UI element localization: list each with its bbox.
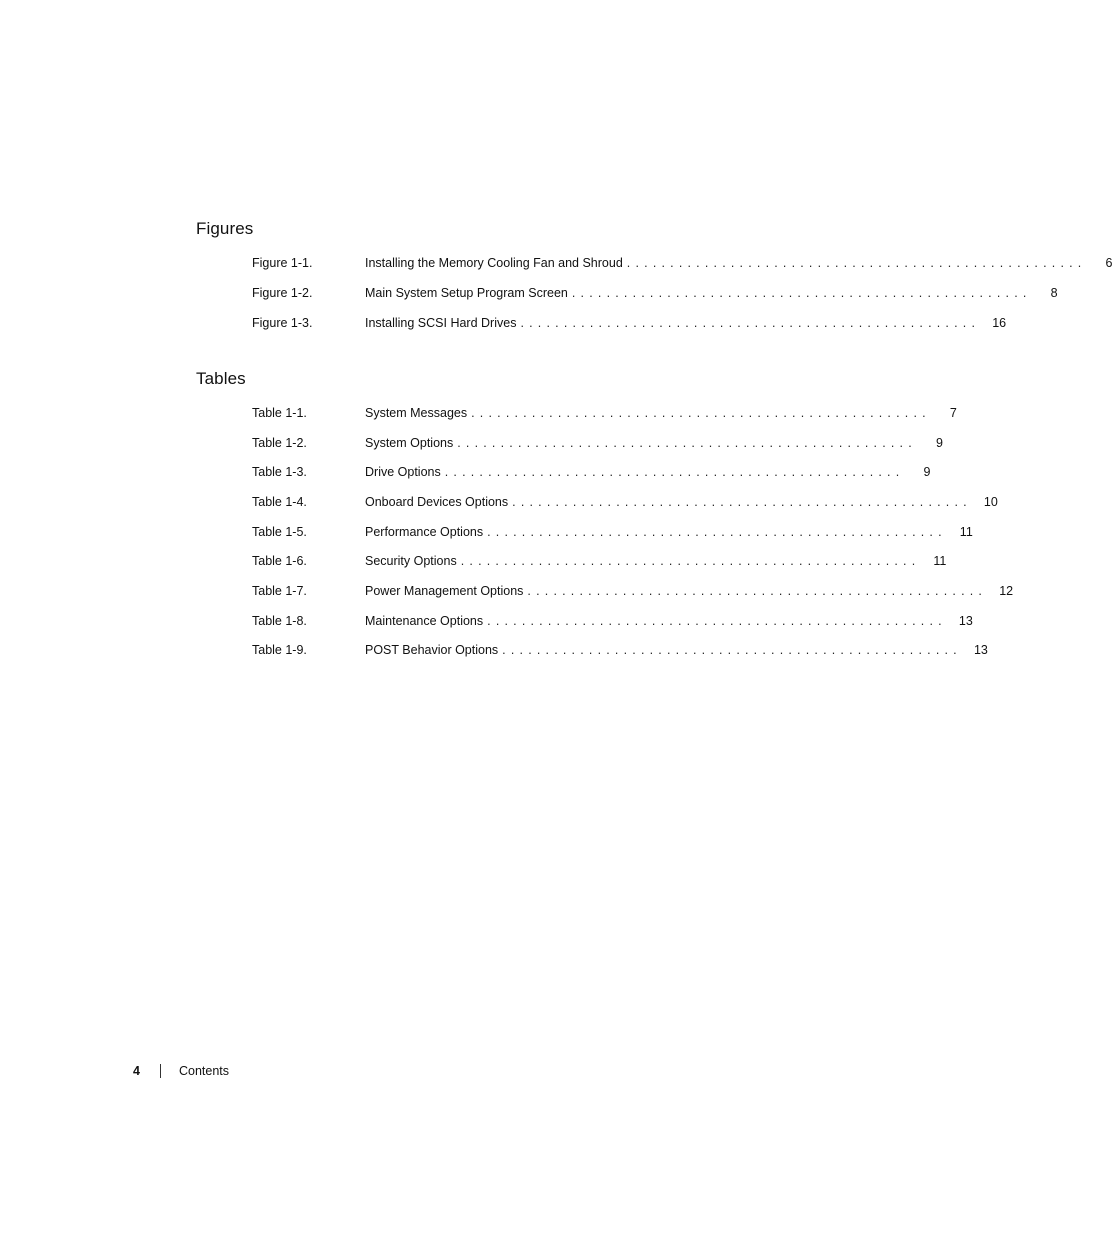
entry-page-number: 9	[923, 465, 931, 479]
figures-heading: Figures	[196, 219, 254, 238]
toc-entry-table-1-3[interactable]	[252, 463, 931, 481]
dot-leader: .....................................................	[471, 406, 931, 420]
toc-entry-figure-1-2[interactable]	[252, 284, 1058, 302]
dot-leader: .....................................................	[460, 554, 921, 568]
dot-leader: .....................................................	[444, 465, 905, 479]
entry-page-number: 7	[949, 406, 957, 420]
entry-title: Onboard Devices Options	[365, 493, 512, 511]
entry-page-number: 11	[959, 525, 973, 539]
toc-entry-table-1-5[interactable]	[252, 523, 973, 541]
entry-label: Table 1-2.	[252, 436, 307, 450]
footer-page-number: 4	[133, 1064, 140, 1078]
dot-leader: .....................................................	[512, 495, 972, 509]
toc-entry-table-1-4[interactable]	[252, 493, 998, 511]
entry-label: Table 1-3.	[252, 465, 307, 479]
entry-label: Table 1-1.	[252, 406, 307, 420]
toc-entry-table-1-9[interactable]	[252, 641, 988, 659]
dot-leader: .....................................................	[571, 286, 1032, 300]
entry-title: Installing SCSI Hard Drives	[365, 314, 520, 332]
entry-title: Drive Options	[365, 463, 445, 481]
toc-entry-table-1-6[interactable]	[252, 552, 947, 570]
entry-label: Table 1-7.	[252, 584, 307, 598]
entry-page-number: 6	[1105, 256, 1112, 270]
dot-leader: .....................................................	[487, 525, 947, 539]
entry-page-number: 13	[958, 614, 973, 628]
entry-title: Power Management Options	[365, 582, 527, 600]
toc-entry-figure-1-3[interactable]	[252, 314, 1007, 332]
entry-title: Main System Setup Program Screen	[365, 284, 572, 302]
tables-heading: Tables	[196, 369, 246, 388]
entry-page-number: 9	[935, 436, 943, 450]
entry-page-number: 8	[1050, 286, 1058, 300]
entry-title: Maintenance Options	[365, 612, 487, 630]
entry-title: System Messages	[365, 404, 471, 422]
toc-entry-table-1-7[interactable]	[252, 582, 1014, 600]
entry-label: Table 1-6.	[252, 554, 307, 568]
footer-section-title: Contents	[179, 1064, 230, 1078]
entry-label: Table 1-9.	[252, 643, 307, 657]
entry-label: Figure 1-1.	[252, 256, 313, 270]
toc-entry-table-1-8[interactable]	[252, 612, 973, 630]
entry-label: Figure 1-2.	[252, 286, 313, 300]
dot-leader: .....................................................	[502, 643, 962, 657]
entry-title: POST Behavior Options	[365, 641, 502, 659]
entry-page-number: 11	[933, 554, 947, 568]
toc-entry-table-1-1[interactable]	[252, 404, 957, 422]
dot-leader: .....................................................	[520, 316, 981, 330]
footer-divider	[160, 1064, 161, 1078]
toc-entry-figure-1-1[interactable]	[252, 254, 1112, 272]
entry-page-number: 13	[973, 643, 988, 657]
entry-title: Security Options	[365, 552, 461, 570]
entry-title: Installing the Memory Cooling Fan and Shroud	[365, 254, 627, 272]
dot-leader: .....................................................	[527, 584, 988, 598]
entry-page-number: 12	[999, 584, 1014, 598]
entry-page-number: 10	[983, 495, 998, 509]
entry-title: Performance Options	[365, 523, 487, 541]
entry-label: Figure 1-3.	[252, 316, 313, 330]
entry-label: Table 1-4.	[252, 495, 307, 509]
entry-page-number: 16	[992, 316, 1007, 330]
entry-label: Table 1-5.	[252, 525, 307, 539]
dot-leader: .....................................................	[487, 614, 947, 628]
dot-leader: .....................................................	[626, 256, 1087, 270]
toc-entry-table-1-2[interactable]	[252, 434, 943, 452]
dot-leader: .....................................................	[457, 436, 917, 450]
entry-title: System Options	[365, 434, 457, 452]
entry-label: Table 1-8.	[252, 614, 307, 628]
